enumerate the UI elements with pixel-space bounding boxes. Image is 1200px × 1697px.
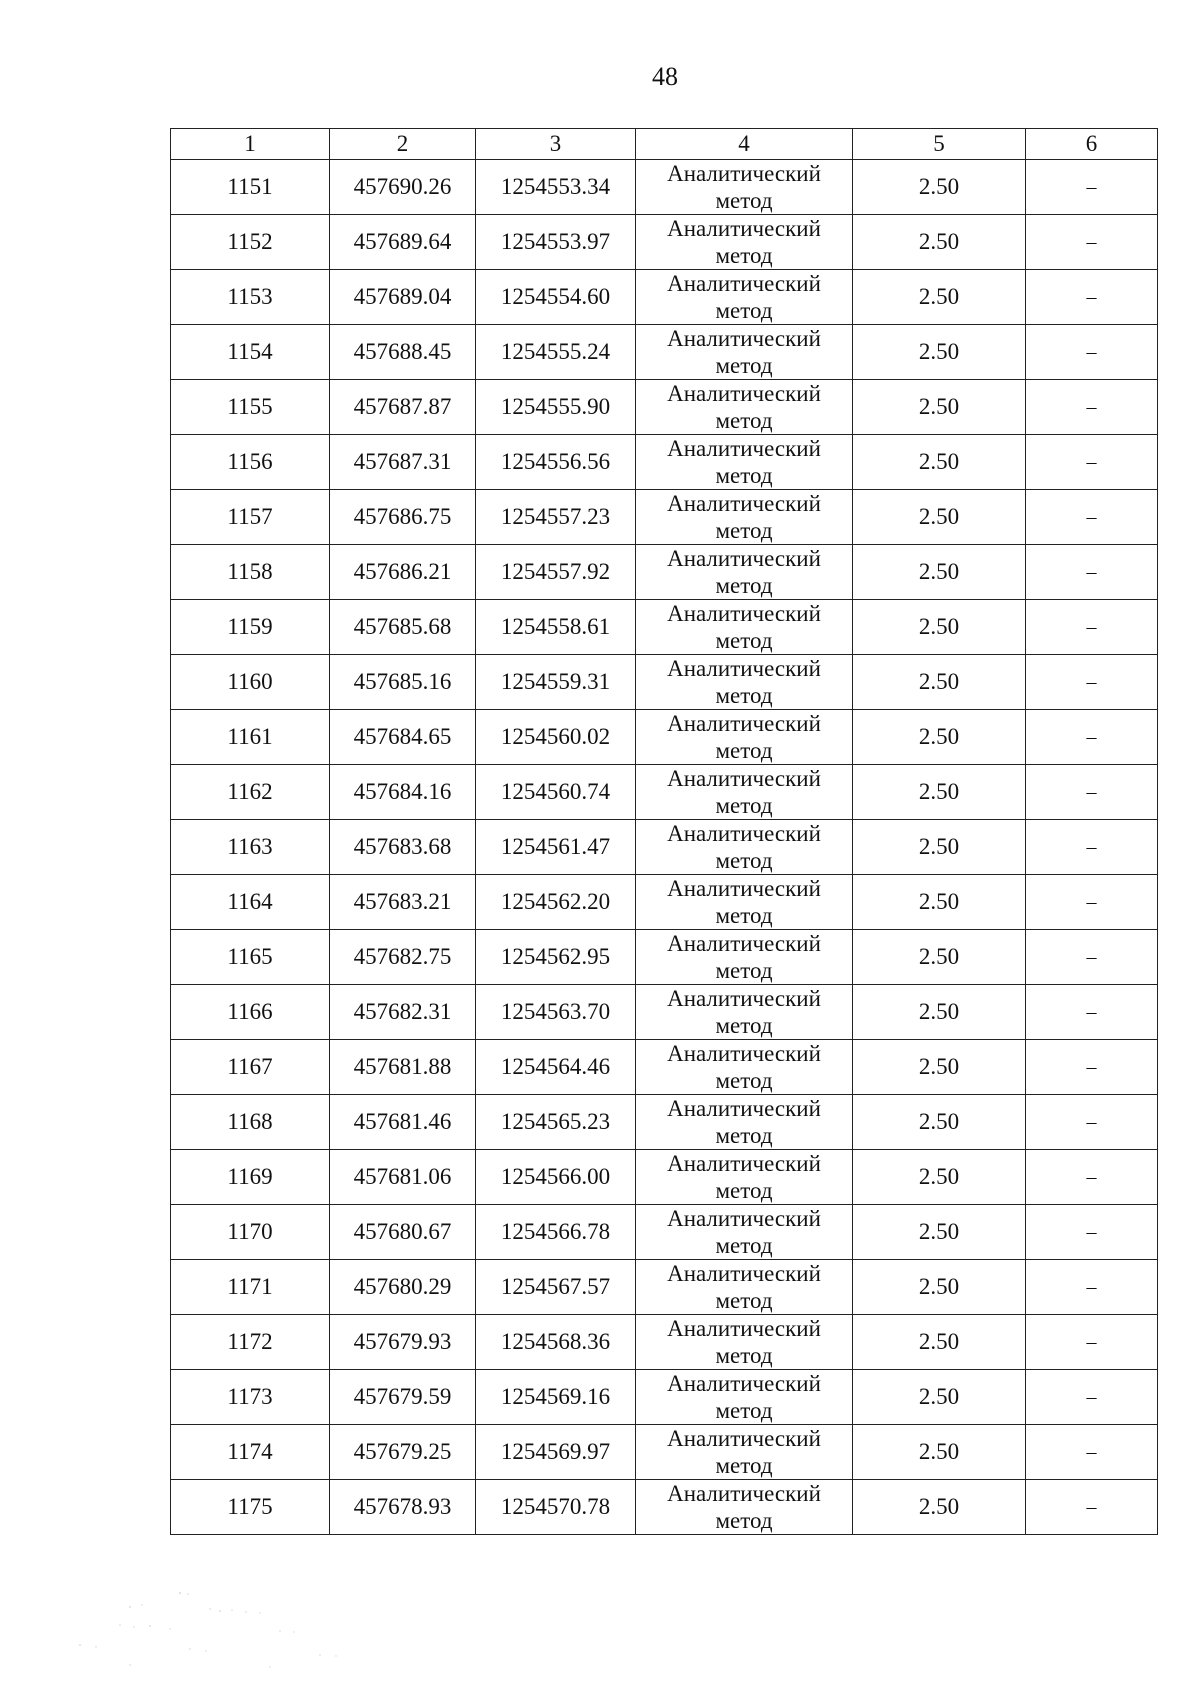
point-number-cell: 1174 xyxy=(171,1425,330,1480)
point-number-cell: 1169 xyxy=(171,1150,330,1205)
table-row xyxy=(171,1480,1158,1535)
table-row xyxy=(171,160,1158,215)
method-line-2: метод xyxy=(715,848,773,873)
method-line-2: метод xyxy=(715,1343,773,1368)
x-coordinate-cell: 457679.59 xyxy=(330,1370,476,1425)
method-line-2: метод xyxy=(715,353,773,378)
method-line-1: Аналитический xyxy=(667,711,821,736)
method-cell xyxy=(636,820,853,875)
point-number-cell: 1164 xyxy=(171,875,330,930)
method-line-1: Аналитический xyxy=(667,216,821,241)
method-cell xyxy=(636,1260,853,1315)
header-cell-6: 6 xyxy=(1026,129,1158,160)
x-coordinate-cell: 457682.31 xyxy=(330,985,476,1040)
method-cell xyxy=(636,1205,853,1260)
note-cell: – xyxy=(1026,545,1158,600)
method-line-1: Аналитический xyxy=(667,1261,821,1286)
method-line-2: метод xyxy=(715,298,773,323)
accuracy-cell: 2.50 xyxy=(853,325,1026,380)
y-coordinate-cell: 1254563.70 xyxy=(476,985,636,1040)
point-number-cell: 1152 xyxy=(171,215,330,270)
method-line-1: Аналитический xyxy=(667,491,821,516)
method-line-2: метод xyxy=(715,1508,773,1533)
accuracy-cell: 2.50 xyxy=(853,1150,1026,1205)
method-cell xyxy=(636,1150,853,1205)
x-coordinate-cell: 457682.75 xyxy=(330,930,476,985)
method-cell xyxy=(636,1095,853,1150)
accuracy-cell: 2.50 xyxy=(853,1315,1026,1370)
method-cell xyxy=(636,765,853,820)
method-line-2: метод xyxy=(715,188,773,213)
note-cell: – xyxy=(1026,1040,1158,1095)
method-line-2: метод xyxy=(715,683,773,708)
method-line-2: метод xyxy=(715,1233,773,1258)
method-line-1: Аналитический xyxy=(667,1371,821,1396)
point-number-cell: 1151 xyxy=(171,160,330,215)
accuracy-cell: 2.50 xyxy=(853,875,1026,930)
point-number-cell: 1158 xyxy=(171,545,330,600)
table-row xyxy=(171,1315,1158,1370)
accuracy-cell: 2.50 xyxy=(853,215,1026,270)
table-row xyxy=(171,1095,1158,1150)
accuracy-cell: 2.50 xyxy=(853,655,1026,710)
y-coordinate-cell: 1254566.00 xyxy=(476,1150,636,1205)
method-line-2: метод xyxy=(715,738,773,763)
table-row xyxy=(171,435,1158,490)
x-coordinate-cell: 457686.75 xyxy=(330,490,476,545)
point-number-cell: 1160 xyxy=(171,655,330,710)
x-coordinate-cell: 457684.16 xyxy=(330,765,476,820)
method-cell xyxy=(636,655,853,710)
method-line-1: Аналитический xyxy=(667,656,821,681)
y-coordinate-cell: 1254565.23 xyxy=(476,1095,636,1150)
method-line-1: Аналитический xyxy=(667,601,821,626)
x-coordinate-cell: 457678.93 xyxy=(330,1480,476,1535)
method-cell xyxy=(636,1425,853,1480)
method-line-2: метод xyxy=(715,793,773,818)
accuracy-cell: 2.50 xyxy=(853,820,1026,875)
method-line-1: Аналитический xyxy=(667,876,821,901)
point-number-cell: 1167 xyxy=(171,1040,330,1095)
accuracy-cell: 2.50 xyxy=(853,1480,1026,1535)
x-coordinate-cell: 457681.06 xyxy=(330,1150,476,1205)
method-line-1: Аналитический xyxy=(667,546,821,571)
point-number-cell: 1161 xyxy=(171,710,330,765)
point-number-cell: 1165 xyxy=(171,930,330,985)
method-line-1: Аналитический xyxy=(667,1316,821,1341)
method-cell xyxy=(636,380,853,435)
note-cell: – xyxy=(1026,1425,1158,1480)
note-cell: – xyxy=(1026,325,1158,380)
y-coordinate-cell: 1254560.02 xyxy=(476,710,636,765)
method-cell xyxy=(636,1480,853,1535)
header-row xyxy=(171,129,1158,160)
y-coordinate-cell: 1254557.92 xyxy=(476,545,636,600)
table-row xyxy=(171,1150,1158,1205)
note-cell: – xyxy=(1026,600,1158,655)
y-coordinate-cell: 1254566.78 xyxy=(476,1205,636,1260)
table-row xyxy=(171,325,1158,380)
y-coordinate-cell: 1254558.61 xyxy=(476,600,636,655)
x-coordinate-cell: 457683.21 xyxy=(330,875,476,930)
accuracy-cell: 2.50 xyxy=(853,765,1026,820)
note-cell: – xyxy=(1026,875,1158,930)
accuracy-cell: 2.50 xyxy=(853,380,1026,435)
header-cell-4: 4 xyxy=(636,129,853,160)
y-coordinate-cell: 1254559.31 xyxy=(476,655,636,710)
method-cell xyxy=(636,545,853,600)
table-row xyxy=(171,1040,1158,1095)
method-line-1: Аналитический xyxy=(667,821,821,846)
method-cell xyxy=(636,600,853,655)
table-row xyxy=(171,215,1158,270)
accuracy-cell: 2.50 xyxy=(853,1425,1026,1480)
accuracy-cell: 2.50 xyxy=(853,930,1026,985)
y-coordinate-cell: 1254561.47 xyxy=(476,820,636,875)
method-line-2: метод xyxy=(715,463,773,488)
point-number-cell: 1162 xyxy=(171,765,330,820)
y-coordinate-cell: 1254557.23 xyxy=(476,490,636,545)
method-line-1: Аналитический xyxy=(667,1151,821,1176)
x-coordinate-cell: 457687.87 xyxy=(330,380,476,435)
method-cell xyxy=(636,325,853,380)
point-number-cell: 1172 xyxy=(171,1315,330,1370)
y-coordinate-cell: 1254554.60 xyxy=(476,270,636,325)
accuracy-cell: 2.50 xyxy=(853,710,1026,765)
point-number-cell: 1159 xyxy=(171,600,330,655)
scan-noise-marks xyxy=(70,1585,370,1675)
table-row xyxy=(171,270,1158,325)
x-coordinate-cell: 457690.26 xyxy=(330,160,476,215)
point-number-cell: 1163 xyxy=(171,820,330,875)
method-line-1: Аналитический xyxy=(667,436,821,461)
accuracy-cell: 2.50 xyxy=(853,490,1026,545)
point-number-cell: 1156 xyxy=(171,435,330,490)
method-line-2: метод xyxy=(715,518,773,543)
accuracy-cell: 2.50 xyxy=(853,1370,1026,1425)
accuracy-cell: 2.50 xyxy=(853,1040,1026,1095)
x-coordinate-cell: 457686.21 xyxy=(330,545,476,600)
y-coordinate-cell: 1254555.24 xyxy=(476,325,636,380)
method-line-1: Аналитический xyxy=(667,1426,821,1451)
accuracy-cell: 2.50 xyxy=(853,270,1026,325)
method-cell xyxy=(636,160,853,215)
note-cell: – xyxy=(1026,765,1158,820)
method-line-1: Аналитический xyxy=(667,1096,821,1121)
method-cell xyxy=(636,985,853,1040)
method-line-1: Аналитический xyxy=(667,931,821,956)
note-cell: – xyxy=(1026,1480,1158,1535)
table-row xyxy=(171,710,1158,765)
page-number: 48 xyxy=(652,62,678,91)
table-row xyxy=(171,985,1158,1040)
method-line-2: метод xyxy=(715,1013,773,1038)
table-row xyxy=(171,1425,1158,1480)
method-line-1: Аналитический xyxy=(667,766,821,791)
note-cell: – xyxy=(1026,1260,1158,1315)
point-number-cell: 1170 xyxy=(171,1205,330,1260)
y-coordinate-cell: 1254553.97 xyxy=(476,215,636,270)
x-coordinate-cell: 457687.31 xyxy=(330,435,476,490)
x-coordinate-cell: 457681.88 xyxy=(330,1040,476,1095)
x-coordinate-cell: 457689.04 xyxy=(330,270,476,325)
y-coordinate-cell: 1254569.16 xyxy=(476,1370,636,1425)
point-number-cell: 1173 xyxy=(171,1370,330,1425)
x-coordinate-cell: 457679.25 xyxy=(330,1425,476,1480)
accuracy-cell: 2.50 xyxy=(853,545,1026,600)
accuracy-cell: 2.50 xyxy=(853,1205,1026,1260)
point-number-cell: 1157 xyxy=(171,490,330,545)
method-line-2: метод xyxy=(715,1123,773,1148)
note-cell: – xyxy=(1026,1315,1158,1370)
coordinates-table xyxy=(170,128,1158,1535)
method-line-1: Аналитический xyxy=(667,986,821,1011)
accuracy-cell: 2.50 xyxy=(853,1260,1026,1315)
method-cell xyxy=(636,1040,853,1095)
method-cell xyxy=(636,215,853,270)
table-row xyxy=(171,1205,1158,1260)
table-body xyxy=(171,160,1158,1535)
accuracy-cell: 2.50 xyxy=(853,435,1026,490)
y-coordinate-cell: 1254553.34 xyxy=(476,160,636,215)
y-coordinate-cell: 1254562.95 xyxy=(476,930,636,985)
table-header xyxy=(171,129,1158,160)
x-coordinate-cell: 457685.68 xyxy=(330,600,476,655)
note-cell: – xyxy=(1026,930,1158,985)
table-row xyxy=(171,600,1158,655)
method-cell xyxy=(636,875,853,930)
method-line-2: метод xyxy=(715,903,773,928)
y-coordinate-cell: 1254560.74 xyxy=(476,765,636,820)
method-line-1: Аналитический xyxy=(667,1481,821,1506)
y-coordinate-cell: 1254555.90 xyxy=(476,380,636,435)
table-row xyxy=(171,655,1158,710)
method-line-2: метод xyxy=(715,628,773,653)
x-coordinate-cell: 457689.64 xyxy=(330,215,476,270)
point-number-cell: 1171 xyxy=(171,1260,330,1315)
note-cell: – xyxy=(1026,435,1158,490)
header-cell-3: 3 xyxy=(476,129,636,160)
point-number-cell: 1168 xyxy=(171,1095,330,1150)
method-line-2: метод xyxy=(715,243,773,268)
table-row xyxy=(171,930,1158,985)
y-coordinate-cell: 1254562.20 xyxy=(476,875,636,930)
point-number-cell: 1155 xyxy=(171,380,330,435)
method-line-1: Аналитический xyxy=(667,381,821,406)
header-cell-2: 2 xyxy=(330,129,476,160)
point-number-cell: 1175 xyxy=(171,1480,330,1535)
method-line-2: метод xyxy=(715,958,773,983)
x-coordinate-cell: 457680.29 xyxy=(330,1260,476,1315)
x-coordinate-cell: 457688.45 xyxy=(330,325,476,380)
note-cell: – xyxy=(1026,160,1158,215)
note-cell: – xyxy=(1026,490,1158,545)
method-line-2: метод xyxy=(715,1288,773,1313)
x-coordinate-cell: 457683.68 xyxy=(330,820,476,875)
method-line-1: Аналитический xyxy=(667,326,821,351)
table-row xyxy=(171,820,1158,875)
table-row xyxy=(171,545,1158,600)
point-number-cell: 1154 xyxy=(171,325,330,380)
table-row xyxy=(171,765,1158,820)
accuracy-cell: 2.50 xyxy=(853,985,1026,1040)
method-cell xyxy=(636,270,853,325)
point-number-cell: 1166 xyxy=(171,985,330,1040)
method-cell xyxy=(636,710,853,765)
note-cell: – xyxy=(1026,1205,1158,1260)
method-line-2: метод xyxy=(715,1398,773,1423)
method-line-1: Аналитический xyxy=(667,161,821,186)
x-coordinate-cell: 457681.46 xyxy=(330,1095,476,1150)
note-cell: – xyxy=(1026,1370,1158,1425)
method-line-2: метод xyxy=(715,1178,773,1203)
note-cell: – xyxy=(1026,655,1158,710)
method-line-2: метод xyxy=(715,408,773,433)
accuracy-cell: 2.50 xyxy=(853,160,1026,215)
table-row xyxy=(171,380,1158,435)
table-row xyxy=(171,490,1158,545)
method-line-2: метод xyxy=(715,1453,773,1478)
point-number-cell: 1153 xyxy=(171,270,330,325)
method-line-2: метод xyxy=(715,1068,773,1093)
header-cell-1: 1 xyxy=(171,129,330,160)
header-cell-5: 5 xyxy=(853,129,1026,160)
table-row xyxy=(171,1370,1158,1425)
method-cell xyxy=(636,930,853,985)
y-coordinate-cell: 1254568.36 xyxy=(476,1315,636,1370)
method-cell xyxy=(636,1370,853,1425)
note-cell: – xyxy=(1026,270,1158,325)
method-cell xyxy=(636,435,853,490)
x-coordinate-cell: 457684.65 xyxy=(330,710,476,765)
y-coordinate-cell: 1254564.46 xyxy=(476,1040,636,1095)
note-cell: – xyxy=(1026,820,1158,875)
x-coordinate-cell: 457679.93 xyxy=(330,1315,476,1370)
x-coordinate-cell: 457685.16 xyxy=(330,655,476,710)
method-line-1: Аналитический xyxy=(667,271,821,296)
table-row xyxy=(171,875,1158,930)
note-cell: – xyxy=(1026,985,1158,1040)
y-coordinate-cell: 1254556.56 xyxy=(476,435,636,490)
x-coordinate-cell: 457680.67 xyxy=(330,1205,476,1260)
method-cell xyxy=(636,490,853,545)
note-cell: – xyxy=(1026,710,1158,765)
note-cell: – xyxy=(1026,380,1158,435)
table-row xyxy=(171,1260,1158,1315)
note-cell: – xyxy=(1026,1095,1158,1150)
y-coordinate-cell: 1254569.97 xyxy=(476,1425,636,1480)
y-coordinate-cell: 1254570.78 xyxy=(476,1480,636,1535)
method-line-1: Аналитический xyxy=(667,1041,821,1066)
method-line-1: Аналитический xyxy=(667,1206,821,1231)
note-cell: – xyxy=(1026,215,1158,270)
method-cell xyxy=(636,1315,853,1370)
accuracy-cell: 2.50 xyxy=(853,1095,1026,1150)
y-coordinate-cell: 1254567.57 xyxy=(476,1260,636,1315)
note-cell: – xyxy=(1026,1150,1158,1205)
accuracy-cell: 2.50 xyxy=(853,600,1026,655)
method-line-2: метод xyxy=(715,573,773,598)
